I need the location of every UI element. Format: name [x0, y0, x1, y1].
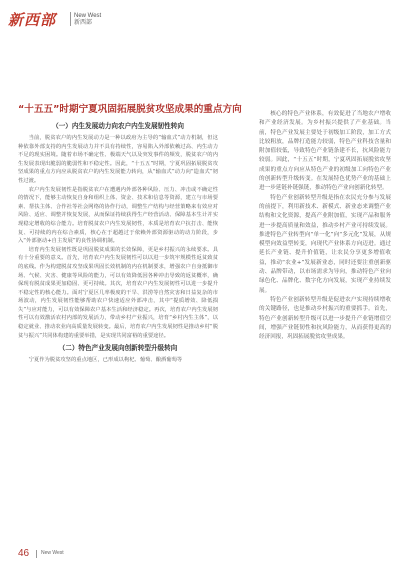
page-number: 46 [18, 548, 30, 559]
body-paragraph: 特色产业创新转型升级是指在农民充分参与发展的前提下，利用新技术、新模式、新业态来调整产业结构和文化资源，提高产业附加值，实现产品和服务进一步提高质量和效益，推动乡村产业可持续发展。推进特色产业转型向“单一化”向“多元化”发展，从规模型向效益型转变，向现代产业体系方向迈进。通过延长产业链、提升价值链，让农民分享更多增值收益，推动“农业+”发展新业态，同时还要注重创新驱动、品牌带动，以市场需求为导向，推动特色产业向绿色化、品牌化、数字化方向发展，实现产业持续发展。 [259, 194, 391, 294]
magazine-logo-sub [74, 13, 101, 27]
body-paragraph: 特色产业创新转型升级是促进农户实现持续增收的关键路径，也是推动乡村振兴的重要抓手。首先，特色产业创新转型升级可以进一步提升产业链增值空间，增强产业链韧性和抗风险能力，从而获得更高的经济回报，巩固拓展脱贫攻坚成果。 [259, 296, 391, 341]
body-paragraph: 宁夏作为脱贫攻坚的重点地区，已形成以枸杞、葡萄、酿酒葡萄等 [28, 357, 183, 364]
logo-en-line2: 新西部 [74, 20, 93, 26]
magazine-logo: 新西部 [8, 11, 57, 29]
article-left-column [18, 118, 218, 538]
body-paragraph: 核心的特色产业体系，有效促进了当地农户增收和产业经济发展。为乡村振兴提供了产业基础。当前，特色产业发展主要处于初级加工阶段，加工方式比较粗放，品牌打造能力较弱，特色产业科技含量和附加值较低，导致特色产业链条建不长，抗风险能力较弱。因此，“十五五”时期，宁夏巩固拓展脱贫攻坚成果的重点方向应从特色产业的初级加工向特色产业的创新转型升级转变。在发展特色优势产业的基础上进一步延链补链强链，推动特色产业向创新化转型。 [259, 111, 391, 192]
section-subheading: （一）内生发展动力向农户内生发展韧性转向 [52, 122, 184, 130]
body-paragraph: 培育内生发展韧性既是巩固脱贫成果的长效保障，更是乡村振兴的永续要求。具有十分重要的意义。首先，培育农户内生发展韧性可以以进一步筑牢规模性返贫致贫的底线。作为构建脱贫攻坚成果巩固长效机制的内在机制要求，增强农户自身抵御市场、气候、灾害、健康等风险的能力，可以有效降低因各种冲击导致的返贫概率，确保现有脱贫成果更加稳固、更可持续。其次，培育农户内生发展韧性可以进一步提升不稳定性的核心能力。面对宁夏区几率极度的干旱、洪涝等自然灾害和日益复杂的市场波动，内生发展韧性能够帮助农户快速适应外部冲击，其中“提质增效、降低损失”与应对能力，可以有效保障农户基本生活和经济稳定。再次，培育农户内生发展韧性可以有效激活农村内部的发展活力，带动乡村产业振兴，培育“乡村内生主体”，以稳定就业、推动农业向高质量发展转变。最后，培育农户内生发展韧性是推动乡村“脱贫与振兴”共同体构建的重要举措，是实现共同富裕的重要途径。 [18, 246, 218, 339]
logo-en-line1: New West [74, 13, 102, 19]
article-title: “十五五”时期宁夏巩固拓展脱贫攻坚成果的重点方向 [18, 104, 242, 115]
article-right-column [259, 110, 391, 542]
body-paragraph: 当前，脱贫农户的内生发展动力是一种以政府为主导的“输血式”动力机制，但这种依靠外部支持的内生发展动力并不具有持续性，容易陷入外部依赖过高、内生动力不足的现实困境。随着市场不确定性、极端天气以及突发事件的频发，脱贫农户的内生发展表现出脆弱的脆弱性和不稳定性。因此，“十五五”时期，宁夏巩固拓展脱贫攻坚成果的重点方向应从脱贫农户的内生发展能力转向，从“输血式”动力向“造血式”韧性过渡。 [18, 135, 218, 184]
page-header [0, 0, 402, 34]
body-paragraph: 农户内生发展韧性是指脱贫农户在遭遇内外部各种风险、压力、冲击或不确定性的情况下，能够主动恢复自身和组织上体、资金、技术和信息等资源，建立与市场要素、帮扶主体、合作社等社会网络的协作行动，调整生产结构与经营策略来有效应对风险、适应、调整并恢复发展，从而保证持续获得生产经营活动、保障基本生计并实现稳定增收的综合能力。培育脱贫农户内生发展韧性，本质是培育农户抗打击、能恢复、可持续的内在综合素质，核心在于超越过于依赖外部资源驱动的动力阶段，步入“外部驱动+自主发展”的良性协调机制。 [18, 186, 218, 245]
footer-brand: New West [41, 550, 64, 556]
logo-divider [70, 12, 71, 26]
section-subheading: （二）特色产业发展向创新转型升级转向 [58, 344, 178, 353]
footer-divider [36, 550, 37, 558]
